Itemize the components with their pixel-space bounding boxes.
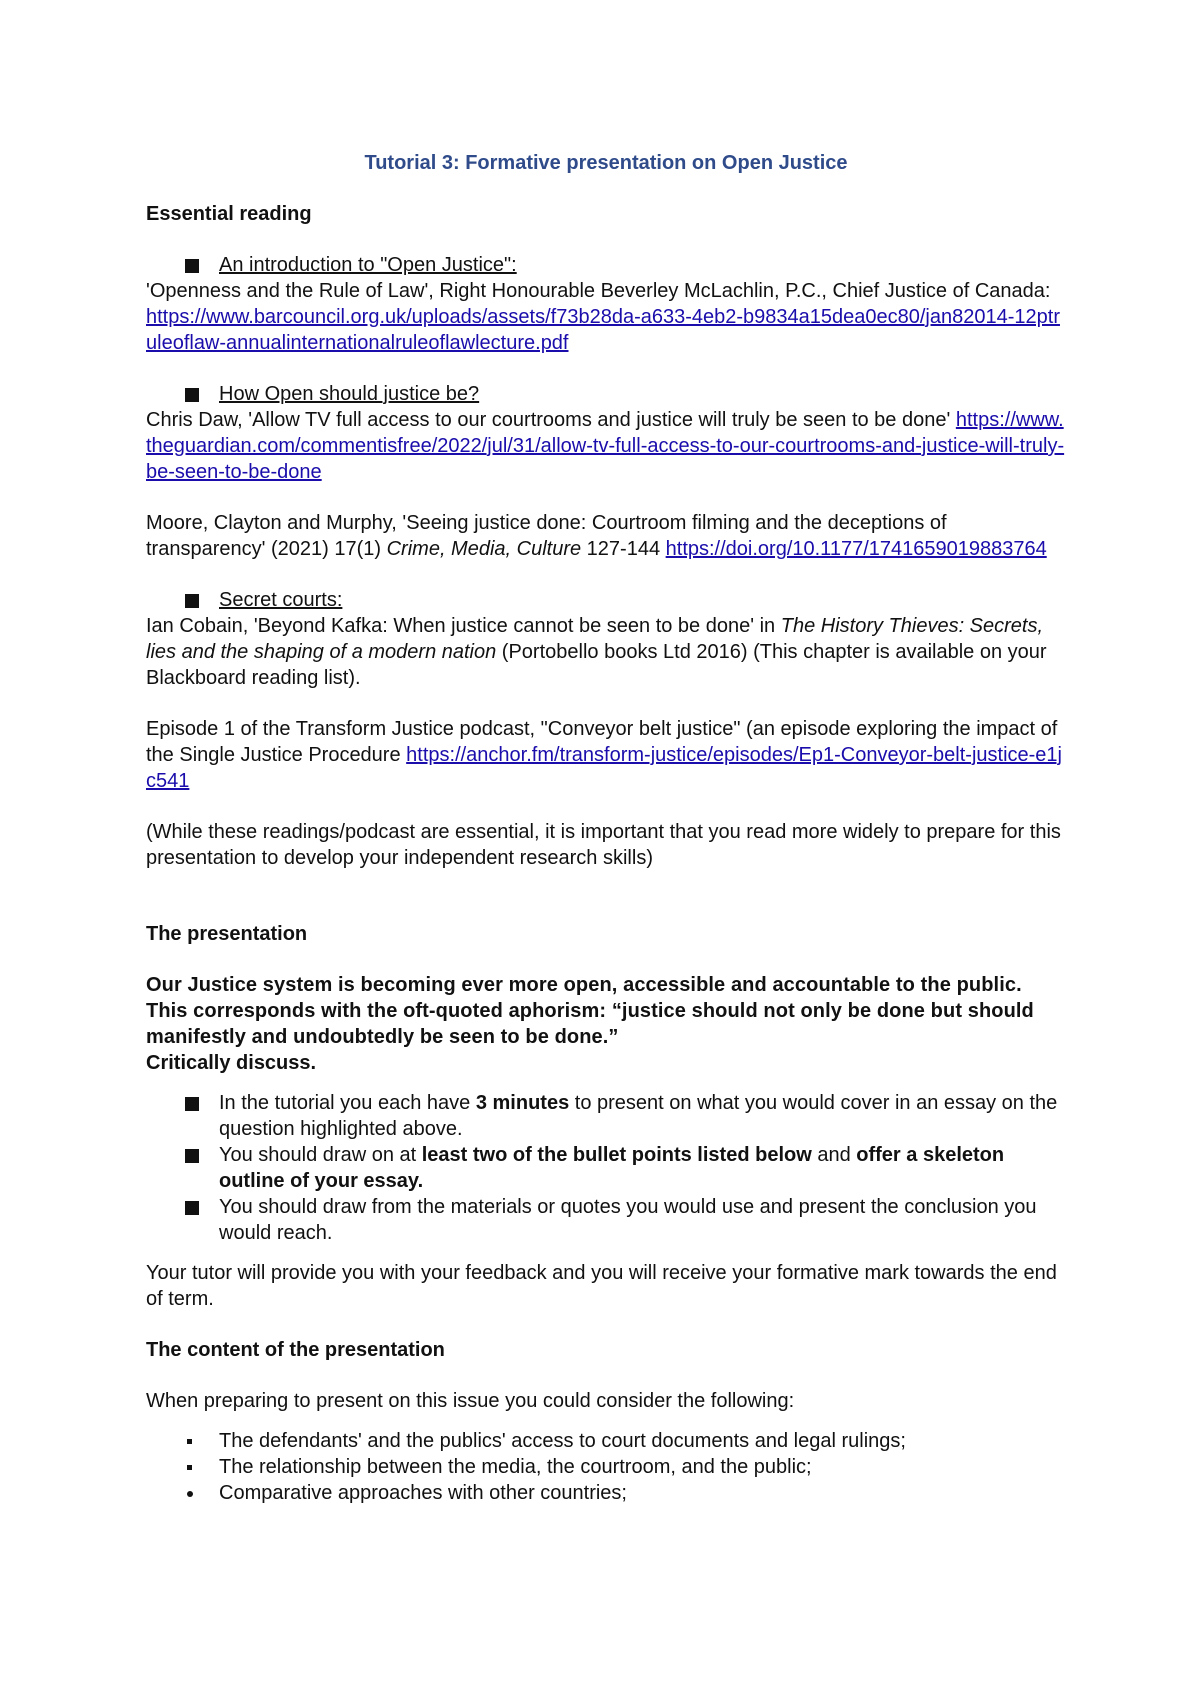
intro-heading: An introduction to "Open Justice": [219,254,517,276]
b1-before: In the tutorial you each have [219,1092,476,1114]
how-open-heading: How Open should justice be? [219,383,480,405]
podcast-link[interactable]: https://anchor.fm/transform-justice/episodes/Ep1-Conveyor-belt-justice-e1jc541 [146,744,1062,792]
feedback-text: Your tutor will provide you with your feedback and you will receive your formative mark towards the end of term. [146,1262,1057,1310]
bullet-icon [187,1465,192,1470]
essential-reading-heading: Essential reading [146,203,312,225]
bullet-icon [187,1439,192,1444]
cobain-reference [146,613,1066,691]
instruction-text: Critically discuss. [146,1052,317,1074]
moore-journal: Crime, Media, Culture [386,538,582,560]
content-intro: When preparing to present on this issue you could consider the following: [146,1390,795,1412]
cobain-after: (Portobello books Ltd 2016) (This chapter is available on your Blackboard reading list). [146,641,1047,689]
square-bullet-icon [185,388,199,402]
b2-before: You should draw on at [219,1144,422,1166]
how-open-bullet [146,381,1066,407]
podcast-reference [146,716,1066,794]
reading-note: (While these readings/podcast are essential, it is important that you read more widely to prepare for this presentation to develop your independent research skills) [146,821,1061,869]
secret-courts-bullet [146,587,1066,613]
document-page [146,150,1066,1506]
square-bullet-icon [185,1149,199,1163]
b1-bold: 3 minutes [475,1092,570,1114]
instruction-bullet-1 [146,1090,1066,1142]
daw-text: Chris Daw, 'Allow TV full access to our courtrooms and justice will truly be seen to be done' [146,409,956,431]
content-heading: The content of the presentation [146,1339,445,1361]
content-item [146,1480,1066,1506]
daw-reference [146,407,1066,485]
intro-bullet [146,252,1066,278]
cobain-text: Ian Cobain, 'Beyond Kafka: When justice cannot be seen to be done' in [146,615,781,637]
moore-pages: 127-144 [581,538,666,560]
b1-after: to present on what you would cover in an essay on the question highlighted above. [219,1092,1058,1140]
b3-text: You should draw from the materials or quotes you would use and present the conclusion you would reach. [219,1196,1037,1244]
b2-bold2: offer a skeleton outline of your essay. [219,1144,1005,1192]
square-bullet-icon [185,1097,199,1111]
moore-text: Moore, Clayton and Murphy, 'Seeing justice done: Courtroom filming and the deceptions of transparency' (2021) 17(1) [146,512,947,560]
content-item [146,1428,1066,1454]
essay-question [146,972,1066,1050]
bullet-icon [187,1491,193,1497]
square-bullet-icon [185,1201,199,1215]
content-item-text: Comparative approaches with other countries; [219,1482,627,1504]
presentation-heading: The presentation [146,923,308,945]
daw-link[interactable]: https://www.theguardian.com/commentisfree/2022/jul/31/allow-tv-full-access-to-our-courtrooms-and-justice-will-truly-be-seen-to-be-done [146,409,1065,483]
content-item [146,1454,1066,1480]
b2-bold1: least two of the bullet points listed below [421,1144,812,1166]
mclachlin-reference [146,278,1066,356]
square-bullet-icon [185,259,199,273]
square-bullet-icon [185,594,199,608]
cobain-book: The History Thieves: Secrets, lies and the shaping of a modern nation [146,615,1044,663]
b2-mid: and [811,1144,857,1166]
document-title: Tutorial 3: Formative presentation on Open Justice [364,152,848,174]
secret-courts-heading: Secret courts: [219,589,343,611]
instruction-bullet-3 [146,1194,1066,1246]
mclachlin-link[interactable]: https://www.barcouncil.org.uk/uploads/assets/f73b28da-a633-4eb2-b9834a15dea0ec80/jan82014-12ptruleoflaw-annualinternationalruleoflawlecture.pdf [146,306,1060,354]
mclachlin-text: 'Openness and the Rule of Law', Right Honourable Beverley McLachlin, P.C., Chief Justice of Canada: [146,280,1051,302]
question-text: Our Justice system is becoming ever more open, accessible and accountable to the public. This corresponds with the oft-quoted aphorism: “justice should not only be done but should manifestly and undoubtedly be seen to be done.” [146,974,1034,1048]
moore-link[interactable]: https://doi.org/10.1177/1741659019883764 [665,538,1047,560]
podcast-text: Episode 1 of the Transform Justice podcast, "Conveyor belt justice" (an episode exploring the impact of the Single Justice Procedure [146,718,1058,766]
instruction-bullet-2 [146,1142,1066,1194]
critically-discuss [146,1050,1066,1076]
content-item-text: The relationship between the media, the courtroom, and the public; [219,1456,812,1478]
moore-reference [146,510,1066,562]
content-item-text: The defendants' and the publics' access to court documents and legal rulings; [219,1430,906,1452]
